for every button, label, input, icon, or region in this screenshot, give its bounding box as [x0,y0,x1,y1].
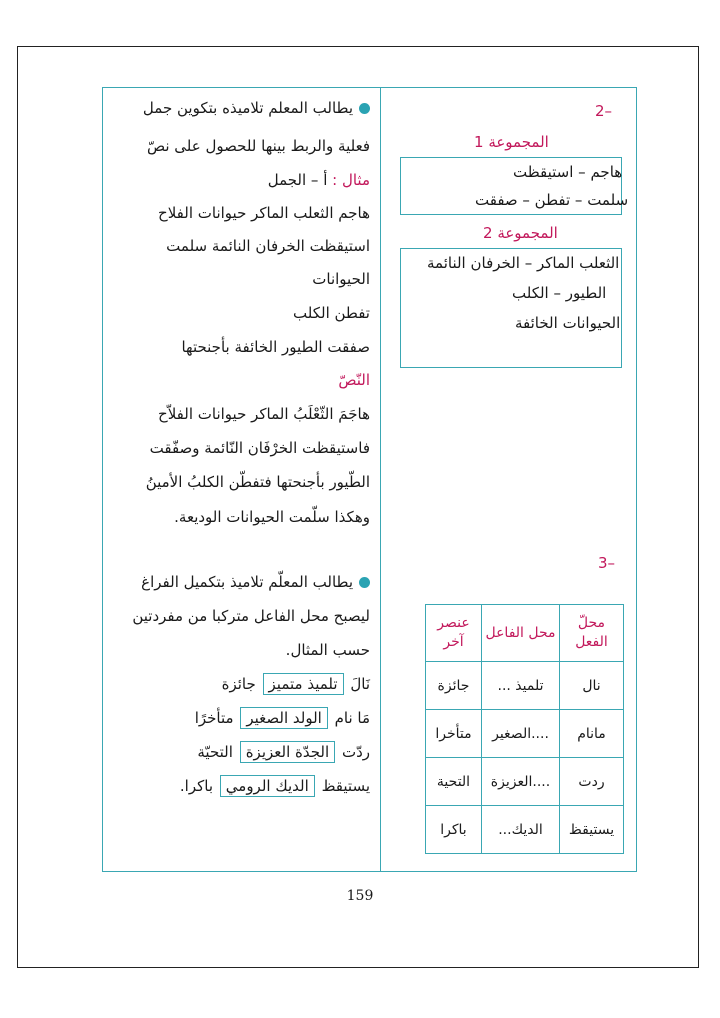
sentence-line: الحيوانات [312,270,370,288]
group-1-label: المجموعة 1 [474,133,549,151]
table-row [426,662,624,710]
example-sentence: مَا نام الولد الصغير متأخرًا [194,709,370,727]
example-sentence: ردّت الجدّة العزيزة التحيّة [197,743,370,761]
subject-box: تلميذ متميز [263,673,344,695]
exercise-line: يطالب المعلّم تلاميذ بتكميل الفراغ [141,573,370,591]
example-heading [268,171,370,189]
table-cell: باكرا [426,806,482,854]
text-line: الطّيور بأجنحتها فتفطّن الكلبُ الأمينُ [145,473,370,491]
section-3-label: 3– [598,554,616,572]
table-cell: ....الصغير [482,710,560,758]
subject-box: الديك الرومي [220,775,315,797]
text-line: وهكذا سلّمت الحيوانات الوديعة. [174,508,370,526]
table-cell: يستيقظ [560,806,624,854]
section-2-label: 2– [595,102,613,120]
sentence-line: استيقظت الخرفان النائمة سلمت [166,237,370,255]
table-cell: التحية [426,758,482,806]
bullet-icon [359,103,370,114]
group-2-line: الثعلب الماكر – الخرفان النائمة [427,254,620,272]
subject-box: الولد الصغير [240,707,327,729]
group-2-label: المجموعة 2 [483,224,558,242]
table-row [426,758,624,806]
table-cell: تلميذ ... [482,662,560,710]
table-row [426,710,624,758]
table-cell: متأخرا [426,710,482,758]
table-cell: جائزة [426,662,482,710]
example-sentence: نَالَ تلميذ متميز جائزة [221,675,370,693]
table-cell: الديك... [482,806,560,854]
table-cell: ....العزيزة [482,758,560,806]
intro-line: فعلية والربط بينها للحصول على نصّ [146,137,370,155]
column-divider [380,87,381,872]
sentence-line: تفطن الكلب [293,304,370,322]
table-cell: نال [560,662,624,710]
subject-box: الجدّة العزيزة [240,741,335,763]
example-rest: أ – الجمل [267,171,328,189]
example-sentence: يستيقظ الديك الرومي باكرا. [179,777,370,795]
table-header: محلّ الفعل [560,605,624,662]
table-header: عنصر آخر [426,605,482,662]
sentence-line: هاجم الثعلب الماكر حيوانات الفلاح [158,204,370,222]
group-1-line: هاجم – استيقظت [513,163,623,181]
text-line: هاجَمَ الثّعْلَبُ الماكر حيوانات الفلاّح [158,405,370,423]
text-line: فاستيقظت الخرْفَان النّائمة وصفّقت [149,439,370,457]
sentence-line: صفقت الطيور الخائفة بأجنحتها [181,338,370,356]
group-2-line: الطيور – الكلب [512,284,607,302]
group-1-line: سلمت – تفطن – صفقت [475,191,629,209]
exercise-line: ليصبح محل الفاعل متركبا من مفردتين [132,607,370,625]
text-label: النّصّ [338,371,370,389]
completion-table [425,604,624,854]
bullet-icon [359,577,370,588]
page-number: 159 [346,888,374,904]
table-header: محل الفاعل [482,605,560,662]
exercise-line: حسب المثال. [285,641,370,659]
example-label: مثال : [332,171,370,189]
table-cell: مانام [560,710,624,758]
group-2-line: الحيوانات الخائفة [515,314,621,332]
table-row [426,806,624,854]
table-header-row [426,605,624,662]
table-cell: ردت [560,758,624,806]
intro-line: يطالب المعلم تلاميذه بتكوين جمل [143,99,370,117]
